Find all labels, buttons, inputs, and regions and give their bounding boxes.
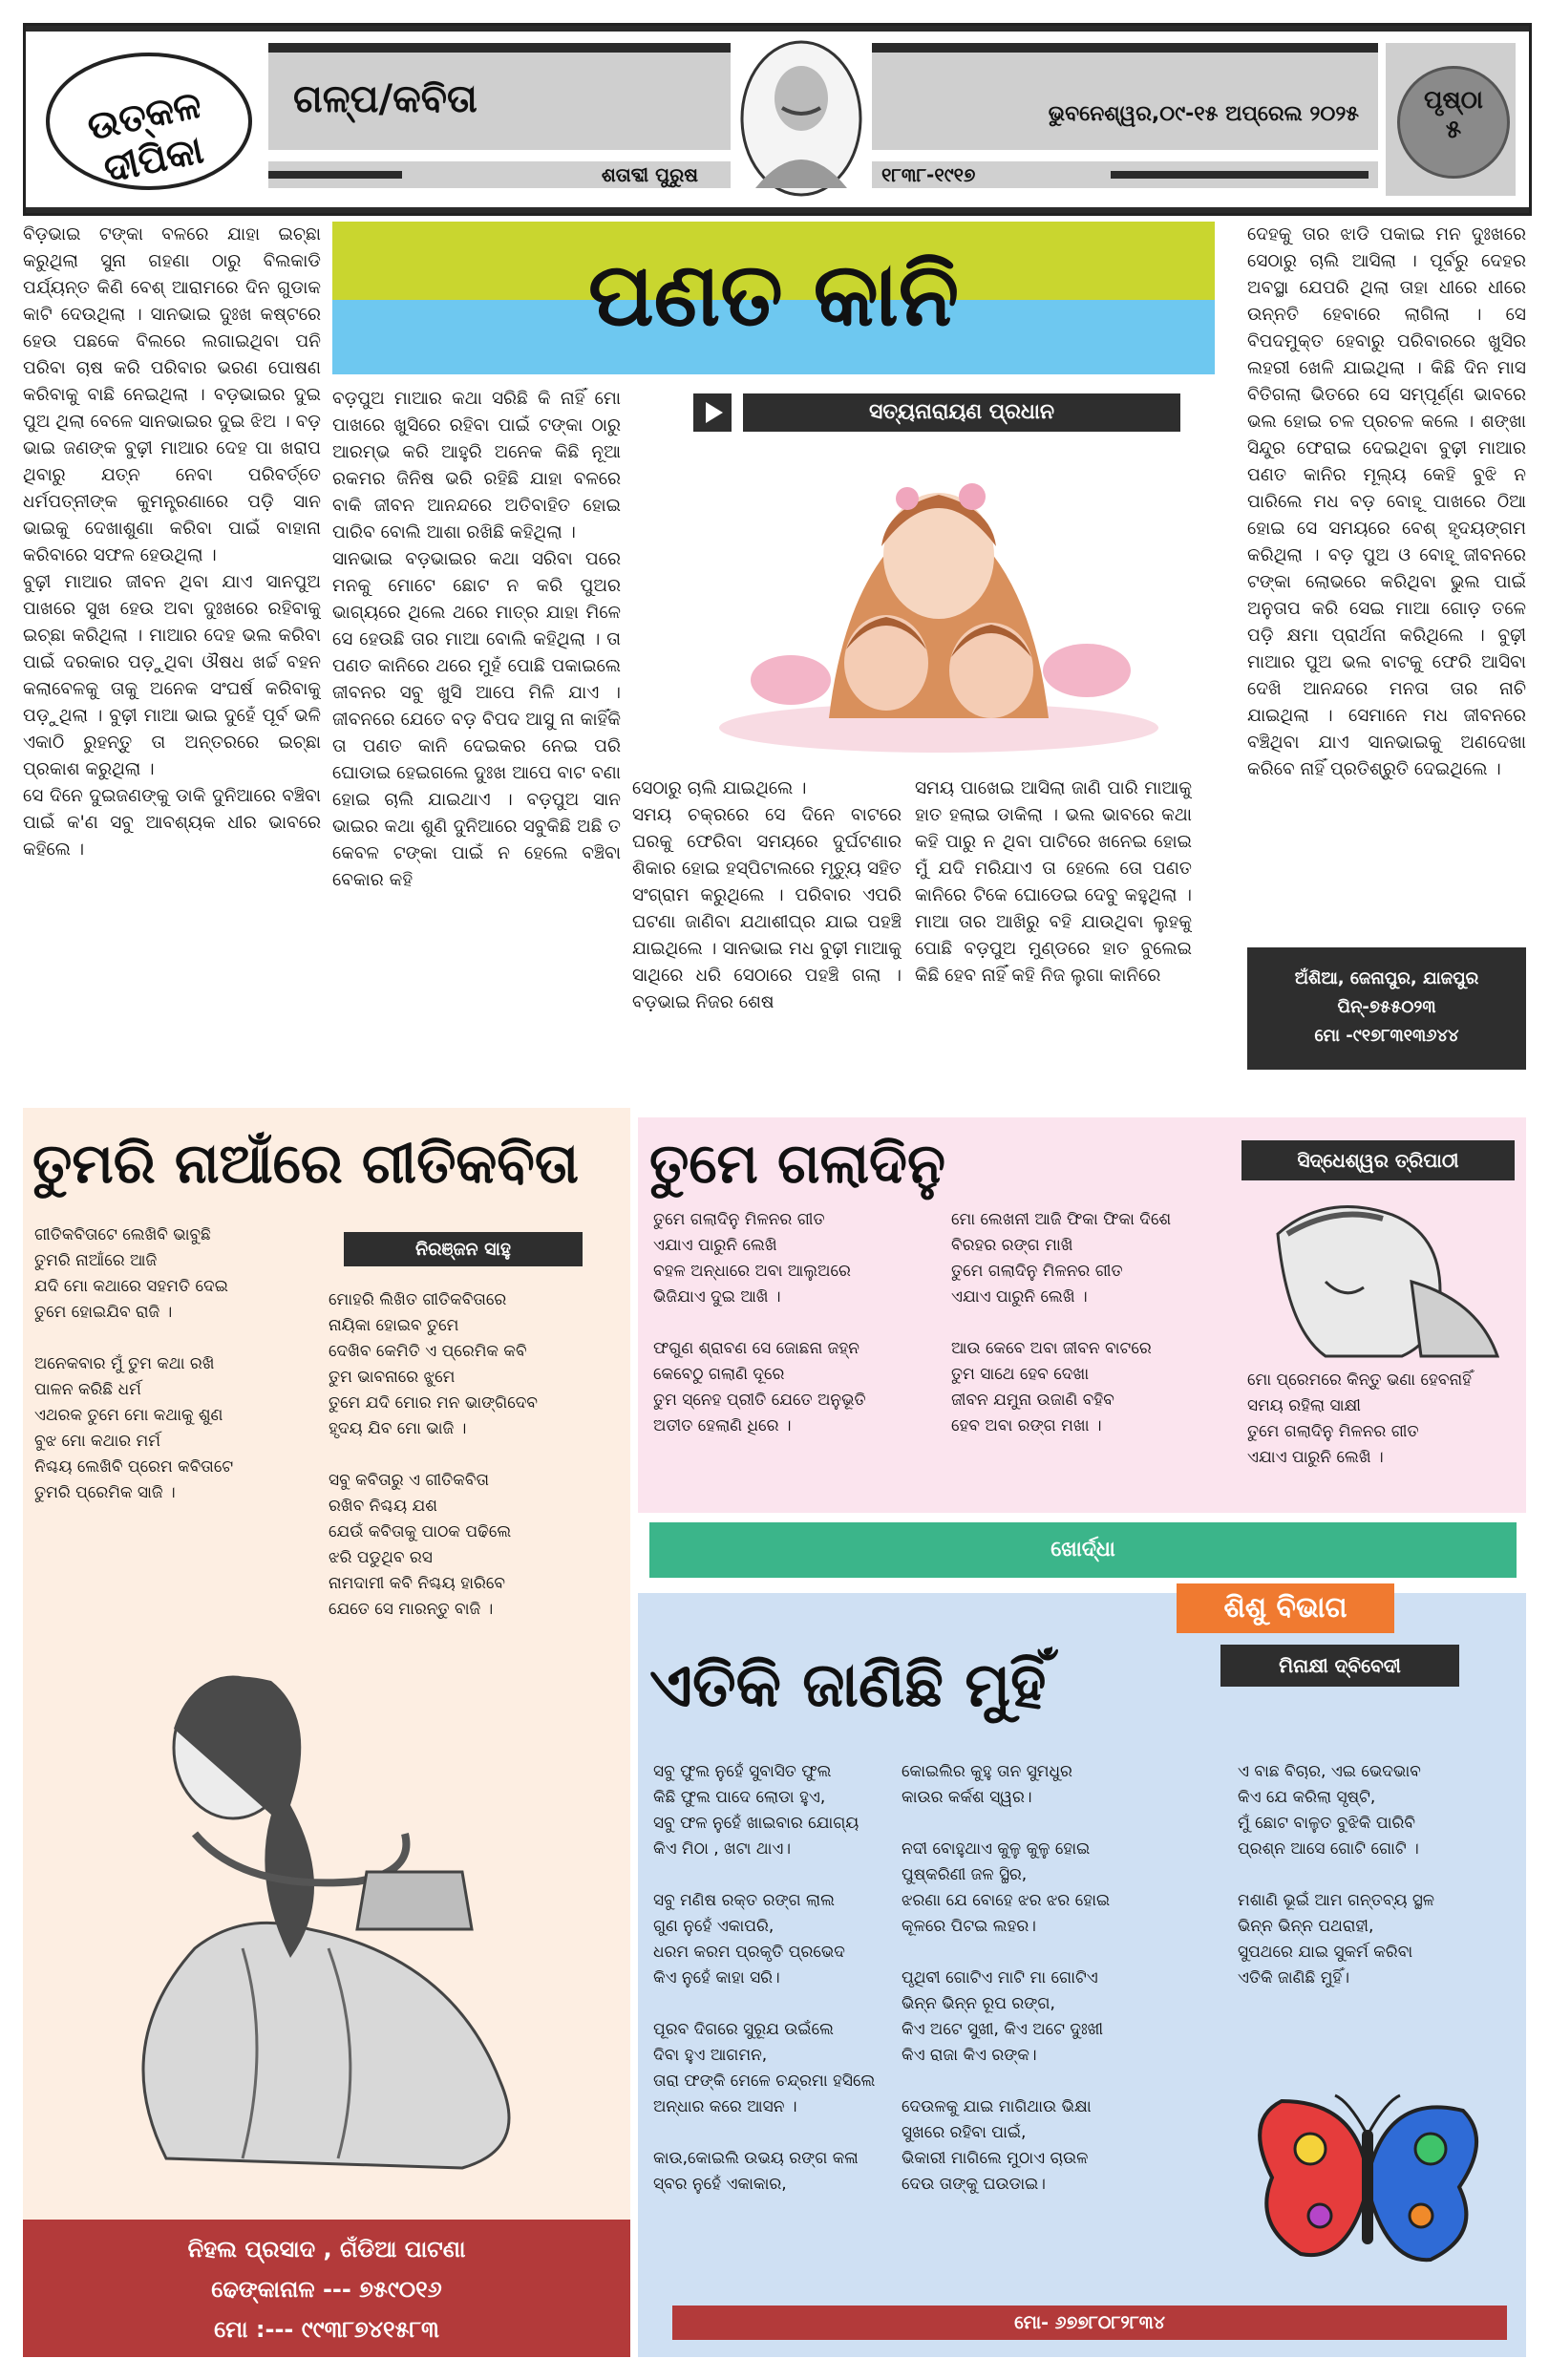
subtitle-band (268, 161, 731, 188)
poem3-author: ମିନାକ୍ଷୀ ଦ୍ବିବେଦୀ (1220, 1645, 1459, 1687)
story-column-1: ବିଡ଼ଭାଇ ଟଙ୍କା ବଳରେ ଯାହା ଇଚ୍ଛା କରୁଥିଲା ସୁନା ଗହଣା ଠାରୁ ବିଲକାଡି ପର୍ଯ୍ୟନ୍ତ କିଣି ବେଶ୍ ଆରାମରେ ଦିନ ଗୁଡାକ କାଟି ଦେଉଥିଲା । ସାନଭାଇ ଦୁଃଖ କଷ୍ଟରେ ହେଉ ପଛକେ ବିଲରେ ଲଗାଇଥିବା ପନି ପରିବା ଚାଷ କରି ପରିବାର ଭରଣ ପୋଷଣ କରିବାକୁ ବାଛି ନେଇଥିଲା । ବଡ଼ଭାଇର ଦୁଇ ପୁଅ ଥିଲା ବେଳେ ସାନଭାଇର ଦୁଇ ଝିଅ । ବଡ଼ ଭାଇ ଜଣଙ୍କ ବୁଢ଼ୀ ମାଆର ଦେହ ପା ଖରାପ ଥିବାରୁ ଯତ୍ନ ନେବା ପରିବର୍ତ୍ତେ ଧର୍ମପତ୍ନୀଙ୍କ କୁମନ୍ତ୍ରଣାରେ ପଡ଼ି ସାନ ଭାଇକୁ ଦେଖାଶୁଣା କରିବା ପାଇଁ ବାହାନା କରିବାରେ ସଫଳ ହେଉଥିଲା । ବୁଢ଼ୀ ମାଆର ଜୀବନ ଥିବା ଯାଏ ସାନପୁଅ ପାଖରେ ସୁଖ ହେଉ ଅବା ଦୁଃଖରେ ରହିବାକୁ ଇଚ୍ଛା କରିଥିଲା । ମାଆର ଦେହ ଭଲ କରିବା ପାଇଁ ଦରକାର ପଡ଼ୁଥିବା ଔଷଧ ଖର୍ଚ୍ଚ ବହନ କଲାବେଳକୁ ତାକୁ ଅନେକ ସଂଘର୍ଷ କରିବାକୁ ପଡ଼ୁଥିଲା । ବୁଢ଼ୀ ମାଆ ଭାଇ ଦୁହେଁ ପୂର୍ବ ଭଳି ଏକାଠି ରୁହନ୍ତୁ ତା ଅନ୍ତରରେ ଇଚ୍ଛା ପ୍ରକାଶ କରୁଥିଲା । ସେ ଦିନେ ଦୁଇଜଣଙ୍କୁ ଡାକି ଦୁନିଆରେ ବଞ୍ଚିବା ପାଇଁ କ'ଣ ସବୁ ଆବଶ୍ୟକ ଧୀର ଭାବରେ କହିଲେ । (23, 224, 321, 860)
address-line-3: ମୋ -୯୧୭୮୩୧୩୬୪୪ (1314, 1026, 1459, 1046)
masthead-top-stripe (26, 26, 1529, 32)
logo-text: ଉତ୍କଳ ଦୀପିକା (83, 81, 208, 192)
poem2-middle-stanzas: ମୋ ଲେଖନୀ ଆଜି ଫିକା ଫିକା ଦିଶେ ବିରହର ରଙ୍ଗ ମାଖି ତୁମେ ଗଲାଦିନୁ ମିଳନର ଗୀତ ଏଯାଏ ପାରୁନି ଲେଖି । ଆଉ କେବେ ଅବା ଜୀବନ ବାଟରେ ତୁମ ସାଥେ ହେବ ଦେଖା ଜୀବନ ଯମୁନା ଉଜାଣି ବହିବ ହେବ ଅବା ରଙ୍ଗ ମଖା । (951, 1210, 1172, 1435)
poem1-footer-line-1: ନିହଲ ପ୍ରସାଦ , ଗଁଡିଆ ପାଟଣା (187, 2236, 466, 2263)
poem1-left-stanzas: ଗୀତିକବିତାଟେ ଲେଖିବି ଭାବୁଛି ତୁମରି ନାଆଁରେ ଆଜି ଯଦି ମୋ କଥାରେ ସହମତି ଦେଇ ତୁମେ ହୋଇଯିବ ରାଜି । ଅନେକବାର ମୁଁ ତୁମ କଥା ରଖି ପାଳନ କରିଛି ଧର୍ମ ଏଥରକ ତୁମେ ମୋ କଥାକୁ ଶୁଣ ବୁଝ ମୋ କଥାର ମର୍ମ ନିଶ୍ଚୟ ଲେଖିବି ପ୍ରେମ କବିତାଟେ ତୁମରି ପ୍ରେମିକ ସାଜି । (34, 1225, 234, 1502)
story-title: ପଣତ କାନି (587, 244, 960, 346)
poem1-author: ନିରଞ୍ଜନ ସାହୁ (344, 1232, 583, 1266)
years: ୧୮୩୮-୧୯୧୭ (881, 163, 976, 186)
poem1-title: ତୁମରି ନାଆଁରେ ଗୀତିକବିତା (32, 1131, 579, 1196)
story-column-5: ଦେହକୁ ତାର ଝାଡି ପକାଇ ମନ ଦୁଃଖରେ ସେଠାରୁ ଚାଲି ଆସିଲା । ପୂର୍ବରୁ ଦେହର ଅବସ୍ଥା ଯେପରି ଥିଲା ତାହା ଧୀରେ ଧୀରେ ଉନ୍ନତି ହେବାରେ ଲାଗିଲା । ସେ ବିପଦମୁକ୍ତ ହେବାରୁ ପରିବାରରେ ଖୁସିର ଲହରୀ ଖେଳି ଯାଇଥିଲା । କିଛି ଦିନ ମାସ ବିତିଗଲା ଭିତରେ ସେ ସମ୍ପୂର୍ଣ୍ଣ ଭାବରେ ଭଲ ହୋଇ ଚଳ ପ୍ରଚଳ କଲେ । ଶଙ୍ଖା ସିନ୍ଦୁର ଫେରାଇ ଦେଇଥିବା ବୁଢ଼ୀ ମାଆର ପଣତ କାନିର ମୂଲ୍ୟ କେହି ବୁଝି ନ ପାରିଲେ ମଧ ବଡ଼ ବୋହୂ ପାଖରେ ଠିଆ ହୋଇ ସେ ସମୟରେ ବେଶ୍ ହୃଦୟଙ୍ଗମ କରିଥିଲା । ବଡ଼ ପୁଅ ଓ ବୋହୂ ଜୀବନରେ ଟଙ୍କା ଲୋଭରେ କରିଥିବା ଭୁଲ ପାଇଁ ଅନୁତାପ କରି ସେଇ ମାଆ ଗୋଡ଼ ତଳେ ପଡ଼ି କ୍ଷମା ପ୍ରାର୍ଥନା କରିଥିଲେ । ବୁଢ଼ୀ ମାଆର ପୁଅ ଭଲ ବାଟକୁ ଫେରି ଆସିବା ଦେଖି ଆନନ୍ଦରେ ମନତା ତାର ନାଚି ଯାଇଥିଲା । ସେମାନେ ମଧ ଜୀବନରେ ବଞ୍ଚିଥିବା ଯାଏ ସାନଭାଇକୁ ଅଣଦେଖା କରିବେ ନାହିଁ ପ୍ରତିଶ୍ରୁତି ଦେଇଥିଲେ । (1247, 224, 1526, 779)
poem3-footer: ମୋ- ୬୭୭୮୦୮୨୮୩୪ (672, 2306, 1507, 2340)
story-column-4: ସମୟ ପାଖେଇ ଆସିଲା ଜାଣି ପାରି ମାଆକୁ ହାତ ହଲାଇ ଡାକିଲା । ଭଲ ଭାବରେ କଥା କହି ପାରୁ ନ ଥିବା ପାଟିରେ ଖନେଇ ହୋଇ ମୁଁ ଯଦି ମରିଯାଏ ତା ହେଲେ ତୋ ପଣତ କାନିରେ ଟିକେ ଘୋଡେଇ ଦେବୁ କହୁଥିଲା । ମାଆ ତାର ଆଖିରୁ ବହି ଯାଉଥିବା ଲୁହକୁ ପୋଛି ବଡ଼ପୁଅ ମୁଣ୍ଡରେ ହାତ ବୁଲେଇ କିଛି ହେବ ନାହିଁ କହି ନିଜ ଲୁଗା କାନିରେ (915, 778, 1192, 986)
section-title: ଗଳ୍ପ/କବିତା (293, 77, 477, 121)
poem3-column-3: ଏ ବାଛ ବିଚାର, ଏଇ ଭେଦଭାବ କିଏ ଯେ କରିଲା ସୃଷ୍ଟି, ମୁଁ ଛୋଟ ବାଳୁତ ବୁଝିକି ପାରିବି ପ୍ରଶ୍ନ ଆସେ ଗୋଟି ଗୋଟି । ମଶାଣି ଭୂଇଁ ଆମ ଗନ୍ତବ୍ୟ ସ୍ଥଳ ଭିନ୍ନ ଭିନ୍ନ ପଥରାହୀ, ସୁପଥରେ ଯାଇ ସୁକର୍ମ କରିବା ଏତିକି ଜାଣିଛି ମୁହିଁ। (1238, 1762, 1435, 1987)
poem1-footer-line-3: ମୋ :--- ୯୯୩୮୭୪୧୫୮୩ (214, 2316, 439, 2343)
poem1-footer-line-2: ଢେଙ୍କାନାଳ --- ୭୫୯୦୧୬ (211, 2276, 442, 2303)
story-address-box (1247, 947, 1526, 1070)
poem2-footer: ଖୋର୍ଦ୍ଧା (649, 1522, 1517, 1578)
masthead-logo (39, 45, 259, 198)
old-man-illustration (1249, 1196, 1507, 1358)
woman-sketch-illustration (52, 1643, 605, 2178)
poem2-right-stanzas: ମୋ ପ୍ରେମରେ କିନ୍ତୁ ଭଣା ହେବନାହିଁ ସମୟ ରହିଲା ସାକ୍ଷୀ ତୁମେ ଗଲାଦିନୁ ମିଳନର ଗୀତ ଏଯାଏ ପାରୁନି ଲେଖି । (1247, 1371, 1473, 1467)
masthead-subtitle: ଶତାବ୍ଦୀ ପୁରୁଷ (601, 163, 698, 186)
page-number: ୫ (1445, 116, 1462, 144)
play-icon (693, 393, 732, 432)
mother-children-illustration (686, 441, 1192, 756)
dateline-band (872, 43, 1378, 150)
portrait-oval-icon (734, 35, 868, 202)
page-badge-bg (1386, 43, 1516, 196)
poem3-column-2: କୋଇଲିର କୁହୁ ତାନ ସୁମଧୁର କାଉର କର୍କଶ ସ୍ୱର। ନଦୀ ବୋହୁଥାଏ କୁଳୁ କୁଳୁ ହୋଇ ପୁଷ୍କରିଣୀ ଜଳ ସ୍ଥିର, ଝରଣା ଯେ ବୋହେ ଝର ଝର ହୋଇ କୂଳରେ ପିଟଇ ଲହର। ପୃଥିବୀ ଗୋଟିଏ ମାଟି ମା ଗୋଟିଏ ଭିନ୍ନ ଭିନ୍ନ ରୂପ ରଙ୍ଗ, କିଏ ଅଟେ ସୁଖୀ, କିଏ ଅଟେ ଦୁଃଖୀ କିଏ ରାଜା କିଏ ରଙ୍କ। ଦେଉଳକୁ ଯାଇ ମାଗିଥାଉ ଭିକ୍ଷା ସୁଖରେ ରହିବା ପାଇଁ, ଭିକାରୀ ମାଗିଲେ ମୁଠାଏ ଚାଉଳ ଦେଉ ତାଙ୍କୁ ଘଉଡାଇ। (902, 1762, 1111, 2194)
poem2-left-stanzas: ତୁମେ ଗଲାଦିନୁ ମିଳନର ଗୀତ ଏଯାଏ ପାରୁନି ଲେଖି ବହଳ ଅନ୍ଧାରେ ଅବା ଆଲୁଅରେ ଭିଜିଯାଏ ଦୁଇ ଆଖି । ଫଗୁଣ ଶ୍ରାବଣ ସେ ଜୋଛନା ଜହ୍ନ କେବେଠୁ ଗଲାଣି ଦୂରେ ତୁମ ସ୍ନେହ ପ୍ରୀତି ଯେତେ ଅନୁଭୂତି ଅତୀତ ହେଲାଣି ଧିରେ । (653, 1210, 866, 1435)
poem1-footer (23, 2220, 630, 2357)
address-line-2: ପିନ୍-୭୫୫୦୨୩ (1337, 997, 1436, 1017)
masthead (23, 23, 1532, 216)
section-band (268, 43, 731, 150)
story-author: ସତ୍ୟନାରାୟଣ ପ୍ରଧାନ (743, 393, 1180, 432)
poem1-right-stanzas: ମୋହରି ଲିଖିତ ଗୀତିକବିତାରେ ନାୟିକା ହୋଇବ ତୁମେ ଦେଖିବ କେମିତି ଏ ପ୍ରେମିକ କବି ତୁମ ଭାବନାରେ ଝୁମେ ତୁମେ ଯଦି ମୋର ମନ ଭାଙ୍ଗିଦେବ ହୃଦୟ ଯିବ ମୋ ଭାଜି । ସବୁ କବିତାରୁ ଏ ଗୀତିକବିତା ରଖିବ ନିଶ୍ଚୟ ଯଶ ଯେଉଁ କବିତାକୁ ପାଠକ ପଢିଲେ ଝରି ପଡୁଥିବ ରସ ନାମଦାମୀ କବି ନିଶ୍ଚୟ ହାରିବେ ଯେତେ ସେ ମାରନ୍ତୁ ବାଜି । (329, 1290, 539, 1619)
poem3-badge: ଶିଶୁ ବିଭାଗ (1177, 1583, 1394, 1633)
page-label: ପୃଷ୍ଠା (1424, 86, 1483, 115)
masthead-bottom-stripe (26, 207, 1529, 213)
story-column-2: ବଡ଼ପୁଅ ମାଆର କଥା ସରିଛି କି ନାହିଁ ମୋ ପାଖରେ ଖୁସିରେ ରହିବା ପାଇଁ ଟଙ୍କା ଠାରୁ ଆରମ୍ଭ କରି ଆହୁରି ଅନେକ କିଛି ନୂଆ ରକମର ଜିନିଷ ଭରି ରହିଛି ଯାହା ବଳରେ ବାକି ଜୀବନ ଆନନ୍ଦରେ ଅତିବାହିତ ହୋଇ ପାରିବ ବୋଲି ଆଶା ରଖିଛି କହିଥିଲା । ସାନଭାଇ ବଡ଼ଭାଇର କଥା ସରିବା ପରେ ମନକୁ ମୋଟେ ଛୋଟ ନ କରି ପୁଅର ଭାଗ୍ୟରେ ଥିଲେ ଥରେ ମାତ୍ର ଯାହା ମିଳେ ସେ ହେଉଛି ତାର ମାଆ ବୋଲି କହିଥିଲା । ତା ପଣତ କାନିରେ ଥରେ ମୁହଁ ପୋଛି ପକାଇଲେ ଜୀବନର ସବୁ ଖୁସି ଆପେ ମିଳି ଯାଏ । ଜୀବନରେ ଯେତେ ବଡ଼ ବିପଦ ଆସୁ ନା କାହିଁକି ତା ପଣତ କାନି ଦେଇକର ନେଇ ପରି ଘୋଡାଇ ହେଇଗଲେ ଦୁଃଖ ଆପେ ବାଟ ବଣା ହୋଇ ଚାଲି ଯାଇଥାଏ । ବଡ଼ପୁଅ ସାନ ଭାଇର କଥା ଶୁଣି ଦୁନିଆରେ ସବୁକିଛି ଅଛି ତ କେବଳ ଟଙ୍କା ପାଇଁ ନ ହେଲେ ବଞ୍ଚିବା ବେକାର କହି (332, 389, 621, 890)
poem3-column-1: ସବୁ ଫୁଲ ନୁହେଁ ସୁବାସିତ ଫୁଲ କିଛି ଫୁଲ ପାଦେ ଲୋଡା ହୁଏ, ସବୁ ଫଳ ନୁହେଁ ଖାଇବାର ଯୋଗ୍ୟ କିଏ ମିଠା , ଖଟା ଥାଏ। ସବୁ ମଣିଷ ରକ୍ତ ରଙ୍ଗ ଲାଲ ଗୁଣ ନୁହେଁ ଏକାପରି, ଧରମ କରମ ପ୍ରକୃତି ପ୍ରଭେଦ କିଏ ନୁହେଁ କାହା ସରି। ପୂରବ ଦିଗରେ ସୁରୂଯ ଉଇଁଲେ ଦିବା ହୁଏ ଆଗମନ, ତାରା ଫଙ୍କି ମେଳେ ଚନ୍ଦ୍ରମା ହସିଲେ ଅନ୍ଧାର କରେ ଆସନ । କାଉ,କୋଇଲି ଉଭୟ ରଙ୍ଗ କଳା ସ୍ବର ନୁହେଁ ଏକାକାର, (653, 1762, 876, 2194)
poem3-title: ଏତିକି ଜାଣିଛି ମୁହିଁ (649, 1650, 1047, 1721)
poem2-author: ସିଦ୍ଧେଶ୍ୱର ତ୍ରିପାଠୀ (1241, 1140, 1515, 1180)
dateline: ଭୁବନେଶ୍ୱର,୦୯-୧୫ ଅପ୍ରେଲ ୨୦୨୫ (1048, 102, 1359, 126)
address-line-1: ଅଁଶିଆ, ଜେନାପୁର, ଯାଜପୁର (1294, 968, 1479, 988)
poem2-title: ତୁମେ ଗଲାଦିନୁ (649, 1131, 945, 1196)
portrait (734, 35, 868, 202)
years-band (872, 161, 1378, 188)
story-title-banner (332, 222, 1215, 374)
story-column-3: ସେଠାରୁ ଚାଲି ଯାଇଥିଲେ । ସମୟ ଚକ୍ରରେ ସେ ଦିନେ ବାଟରେ ଘରକୁ ଫେରିବା ସମୟରେ ଦୁର୍ଘଟଣାର ଶିକାର ହୋଇ ହସ୍ପିଟାଲରେ ମୃତ୍ୟୁ ସହିତ ସଂଗ୍ରାମ କରୁଥିଲେ । ପରିବାର ଏପରି ଘଟଣା ଜାଣିବା ଯଥାଶୀଘ୍ର ଯାଇ ପହଞ୍ଚି ଯାଇଥିଲେ । ସାନଭାଇ ମଧ ବୁଢ଼ୀ ମାଆକୁ ସାଥିରେ ଧରି ସେଠାରେ ପହଞ୍ଚି ଗଲା । ବଡ଼ଭାଇ ନିଜର ଶେଷ (632, 778, 902, 1012)
page-badge (1397, 66, 1510, 179)
butterfly-illustration (1243, 2082, 1492, 2283)
